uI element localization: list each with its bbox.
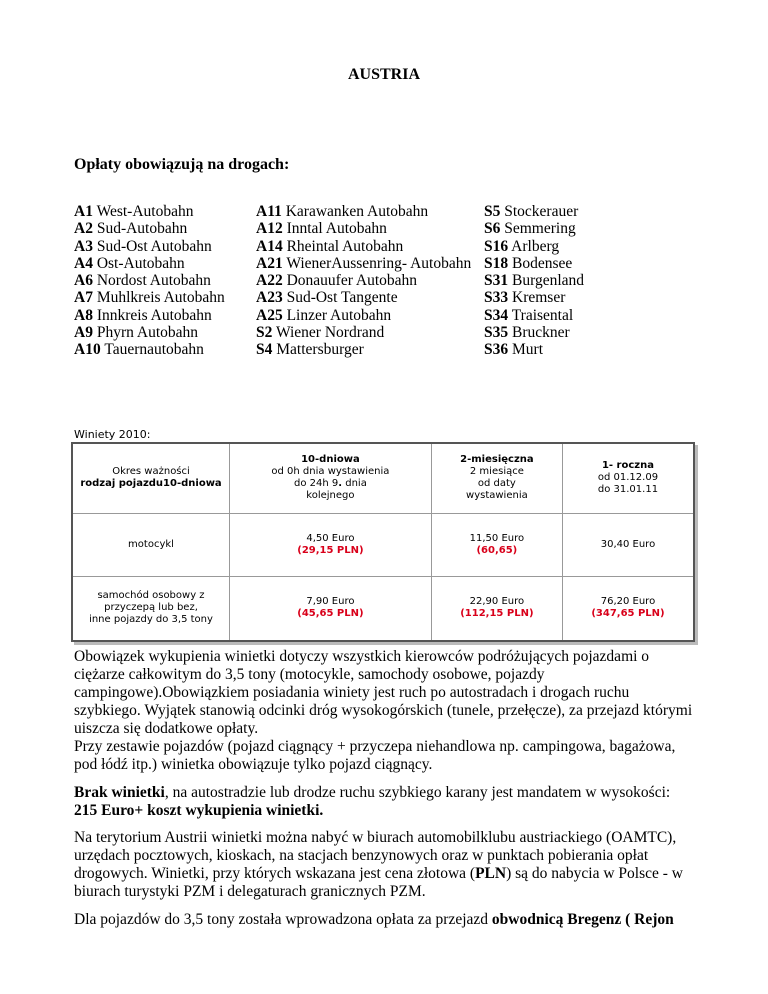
road-item: S6 Semmering (484, 220, 576, 238)
price-cell: 22,90 Euro (112,15 PLN) (431, 576, 562, 641)
road-item: A21 WienerAussenring- Autobahn (256, 254, 472, 272)
price-cell: 76,20 Euro (347,65 PLN) (562, 576, 694, 641)
road-item: S31 Burgenland (484, 272, 585, 290)
vehicle-type-cell: motocykl (72, 513, 230, 576)
road-item: S35 Bruckner (484, 324, 570, 342)
purchase-paragraph: Na terytorium Austrii winietki można nabyć w biurach automobilklubu austriackiego (OAMTC), urzędach pocztowych, kioskach, na stacjach benzynowych oraz w punktach pobierania opłat drogowych. Winietki, przy których wskazana jest cena złotowa (PLN) są do nabycia w Polsce - w biurach turystyki PZM i delegaturach granicznych PZM. (74, 829, 684, 900)
roads-column-3 (484, 203, 584, 359)
road-item: A7 Muhlkreis Autobahn (74, 289, 225, 307)
road-item: S18 Bodensee (484, 254, 573, 272)
header-cell-annual: 1- roczna od 01.12.09 do 31.01.11 (562, 443, 694, 513)
road-item: A4 Ost-Autobahn (74, 254, 185, 272)
roads-column-1 (74, 203, 225, 359)
road-item: S4 Mattersburger (256, 341, 364, 359)
table-row (72, 576, 694, 641)
page-title: AUSTRIA (347, 66, 420, 83)
price-cell: 11,50 Euro (60,65) (431, 513, 562, 576)
price-cell: 7,90 Euro (45,65 PLN) (230, 576, 432, 641)
road-item: S36 Murt (484, 341, 543, 359)
road-item: A25 Linzer Autobahn (256, 306, 392, 324)
table-row (72, 513, 694, 576)
vignette-price-table (71, 442, 695, 642)
header-cell-2month: 2-miesięczna 2 miesiące od daty wystawienia (431, 443, 562, 513)
road-item: A23 Sud-Ost Tangente (256, 289, 398, 307)
vignette-obligation-paragraph: Obowiązek wykupienia winietki dotyczy wszystkich kierowców podróżujących pojazdami o ciężarze całkowitym do 3,5 tony (motocykle, samochody osobowe, pojazdy campingowe).Obowiązkiem posiadania winiety jest ruch po autostradach i drogach ruchu szybkiego. Wyjątek stanowią odcinki dróg wysokogórskich (tunele, przełęcze), za przejazd którymi uiszcza się dodatkowe opłaty. Przy zestawie pojazdów (pojazd ciągnący + przyczepa niehandlowa np. campingowa, bagażowa, pod łódź itp.) winietka obowiązuje tylko pojazd ciągnący. (74, 648, 693, 773)
roads-heading: Opłaty obowiązują na drogach: (74, 156, 290, 173)
vignette-label: Winiety 2010: (74, 428, 151, 441)
road-item: S2 Wiener Nordrand (256, 324, 385, 342)
header-cell-10day: 10-dniowa od 0h dnia wystawienia do 24h 9. dnia kolejnego (230, 443, 432, 513)
price-cell: 4,50 Euro (29,15 PLN) (230, 513, 432, 576)
road-item: S34 Traisental (484, 306, 574, 324)
road-item: A2 Sud-Autobahn (74, 220, 188, 238)
road-item: S5 Stockerauer (484, 203, 579, 220)
road-item: A14 Rheintal Autobahn (256, 237, 404, 255)
road-item: A1 West-Autobahn (74, 203, 194, 220)
table-header-row (72, 443, 694, 513)
road-item: A9 Phyrn Autobahn (74, 324, 199, 342)
road-item: A10 Tauernautobahn (74, 341, 204, 359)
header-cell-type: Okres ważności rodzaj pojazdu10-dniowa (72, 443, 230, 513)
roads-column-2 (256, 203, 471, 359)
vehicle-type-cell: samochód osobowy z przyczepą lub bez, inne pojazdy do 3,5 tony (72, 576, 230, 641)
road-item: S16 Arlberg (484, 237, 560, 255)
road-item: A3 Sud-Ost Autobahn (74, 237, 212, 255)
road-item: A8 Innkreis Autobahn (74, 306, 212, 324)
road-item: S33 Kremser (484, 289, 566, 307)
road-item: A11 Karawanken Autobahn (256, 203, 429, 220)
road-item: A12 Inntal Autobahn (256, 220, 387, 238)
road-item: A22 Donauufer Autobahn (256, 272, 418, 290)
fine-paragraph: Brak winietki, na autostradzie lub drodze ruchu szybkiego karany jest mandatem w wysokości: 215 Euro+ koszt wykupienia winietki. (74, 784, 671, 819)
bregenz-paragraph: Dla pojazdów do 3,5 tony została wprowadzona opłata za przejazd obwodnicą Bregenz ( Rejon (74, 911, 674, 928)
price-cell: 30,40 Euro (562, 513, 694, 576)
road-item: A6 Nordost Autobahn (74, 272, 211, 290)
